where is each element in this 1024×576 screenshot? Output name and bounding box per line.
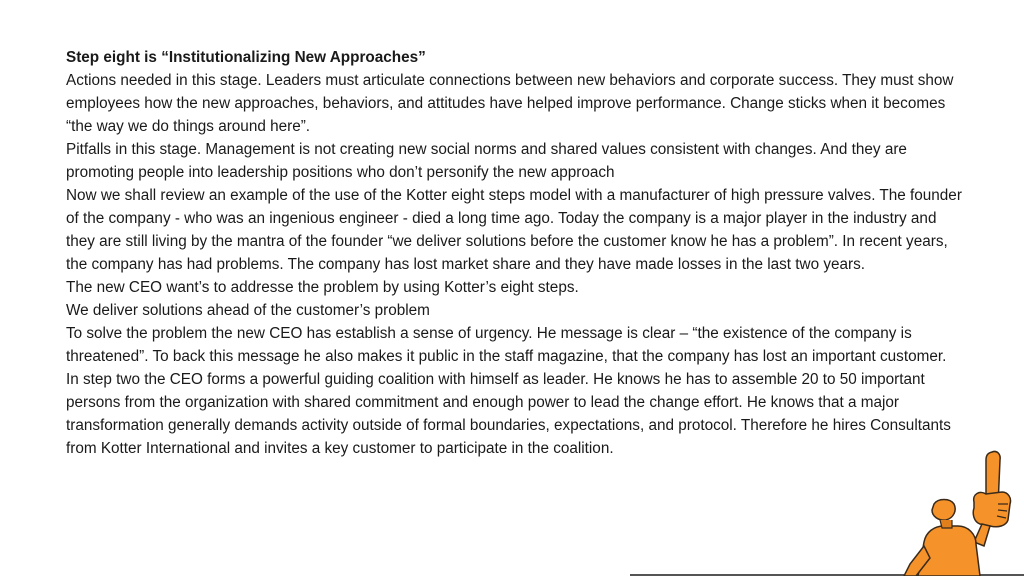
pointing-hand-mascot-icon [894,446,1024,576]
paragraph-example: Now we shall review an example of the use of the Kotter eight steps model with a manufacturer of high pressure valves. The founder of the company - who was an ingenious engineer - died a long time ago. Today the company is a major player in the industry and they are still living by the mantra of the founder “we deliver solutions before the customer know he has a problem”. In recent years, the company has had problems. The company has lost market share and they have made losses in the last two years. [66,187,962,273]
slide-body [66,46,966,460]
paragraph-mantra: We deliver solutions ahead of the customer’s problem [66,302,430,319]
paragraph-new-ceo: The new CEO want’s to addresse the problem by using Kotter’s eight steps. [66,279,579,296]
slide-heading: Step eight is “Institutionalizing New Approaches” [66,49,426,66]
paragraph-coalition: In step two the CEO forms a powerful guiding coalition with himself as leader. He knows he has to assemble 20 to 50 important persons from the organization with shared commitment and enough power to lead the change effort. He knows that a major transformation generally demands activity outside of formal boundaries, expectations, and protocol. Therefore he hires Consultants from Kotter International and invites a key customer to participate in the coalition. [66,371,951,457]
paragraph-urgency: To solve the problem the new CEO has establish a sense of urgency. He message is clear – “the existence of the company is threatened”. To back this message he also makes it public in the staff magazine, that the company has lost an important customer. [66,325,947,365]
paragraph-pitfalls: Pitfalls in this stage. Management is not creating new social norms and shared values consistent with changes. And they are promoting people into leadership positions who don’t personify the new approach [66,141,907,181]
paragraph-actions: Actions needed in this stage. Leaders must articulate connections between new behaviors and corporate success. They must show employees how the new approaches, behaviors, and attitudes have helped improve performance. Change sticks when it becomes “the way we do things around here”. [66,72,954,135]
